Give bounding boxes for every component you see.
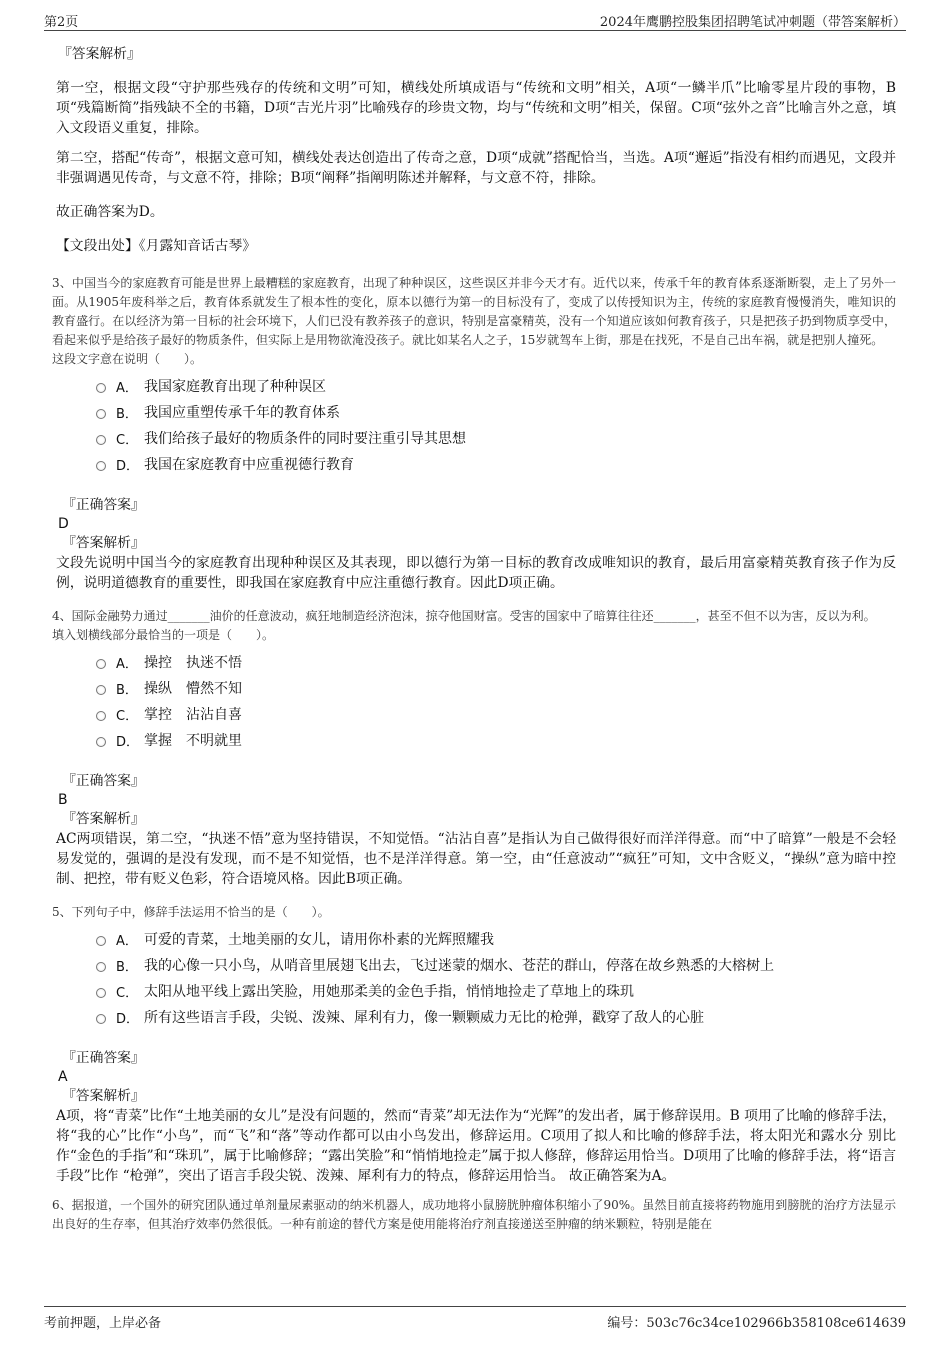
question-stem: 6、据报道，一个国外的研究团队通过单剂量尿素驱动的纳米机器人，成功地将小鼠膀胱肿瘤体积缩小了90%。虽然目前直接将药物施用到膀胱的治疗方法显示出良好的生存率，但其治疗效率仍然很低。一种有前途的替代方案是使用能将治疗剂直接递送至肿瘤的纳米颗粒，特别是能在 (52, 1198, 896, 1231)
question-ask: 这段文字意在说明（ ）。 (52, 352, 203, 366)
correct-answer-label: 『正确答案』 (62, 497, 145, 513)
correct-answer: A (58, 1069, 68, 1085)
option-a[interactable]: A． 可爱的青菜，土地美丽的女儿，请用你朴素的光辉照耀我 (96, 926, 896, 952)
footer-slogan: 考前押题，上岸必备 (44, 1316, 162, 1331)
option-text: 我的心像一只小鸟，从哨音里展翅飞出去，飞过迷蒙的烟水、苍茫的群山，停落在故乡熟悉的大榕树上 (144, 958, 774, 974)
radio-icon[interactable] (96, 936, 106, 946)
option-text: 操纵 懵然不知 (144, 681, 242, 697)
option-d[interactable]: D． 所有这些语言手段，尖锐、泼辣、犀利有力，像一颗颗威力无比的枪弹，戳穿了敌人的心脏 (96, 1004, 896, 1030)
analysis-text: AC两项错误，第二空，“执迷不悟”意为坚持错误，不知觉悟。“沾沾自喜”是指认为自己做得很好而洋洋得意。而“中了暗算”一般是不会轻易发觉的，强调的是没有发现，而不是不知觉悟，也不是洋洋得意。第一空，由“任意波动”“疯狂”可知，文中含贬义，“操纵”意为暗中控制、把控，带有贬义色彩，符合语境风格。因此B项正确。 (56, 831, 896, 887)
analysis-label: 『答案解析』 (62, 535, 145, 551)
option-d[interactable]: D． 我国在家庭教育中应重视德行教育 (96, 451, 896, 477)
radio-icon[interactable] (96, 962, 106, 972)
question-stem: 4、国际金融势力通过_______油价的任意波动，疯狂地制造经济泡沫，掠夺他国财富。受害的国家中了暗算往往还_______，甚至不但不以为害，反以为利。 (52, 609, 876, 623)
option-c[interactable]: C． 掌控 沾沾自喜 (96, 701, 896, 727)
analysis-text: 文段先说明中国当今的家庭教育出现种种误区及其表现，即以德行为第一目标的教育改成唯知识的教育，最后用富豪精英教育孩子作为反例，说明道德教育的重要性，即我国在家庭教育中应注重德行教育。因此D项正确。 (56, 555, 896, 591)
analysis-label: 『答案解析』 (62, 811, 145, 827)
correct-answer: B (58, 792, 68, 808)
correct-answer-label: 『正确答案』 (62, 773, 145, 789)
radio-icon[interactable] (96, 737, 106, 747)
option-a[interactable]: A． 我国家庭教育出现了种种误区 (96, 373, 896, 399)
option-b[interactable]: B． 我的心像一只小鸟，从哨音里展翅飞出去，飞过迷蒙的烟水、苍茫的群山，停落在故乡熟悉的大榕树上 (96, 952, 896, 978)
question-stem: 3、中国当今的家庭教育可能是世界上最糟糕的家庭教育，出现了种种误区，这些误区并非今天才有。近代以来，传承千年的教育体系逐渐断裂，走上了另外一面。从1905年废科举之后，教育体系就发生了根本性的变化，原本以德行为第一的目标没有了，变成了以传授知识为主，传统的家庭教育慢慢消失，唯知识的教育盛行。在以经济为第一目标的社会环境下，人们已没有教养孩子的意识，特别是富豪精英，没有一个知道应该如何教育孩子，只是把孩子扔到物质享受中，看起来似乎是给孩子最好的物质条件，但实际上是用物欲淹没孩子。就比如某名人之子，15岁就驾车上街，那是在找死，不是自己出车祸，就是把别人撞死。 (52, 276, 896, 347)
option-text: 所有这些语言手段，尖锐、泼辣、犀利有力，像一颗颗威力无比的枪弹，戳穿了敌人的心脏 (144, 1010, 704, 1026)
analysis-label: 『答案解析』 (58, 46, 141, 62)
option-text: 可爱的青菜，土地美丽的女儿，请用你朴素的光辉照耀我 (144, 932, 494, 948)
option-c[interactable]: C． 我们给孩子最好的物质条件的同时要注重引导其思想 (96, 425, 896, 451)
options-list (96, 649, 896, 753)
source-citation: 【文段出处】《月露知音话古琴》 (56, 238, 257, 254)
page-number: 第2页 (44, 15, 79, 30)
option-b[interactable]: B． 操纵 懵然不知 (96, 675, 896, 701)
option-text: 我国家庭教育出现了种种误区 (144, 379, 326, 395)
option-text: 我国应重塑传承千年的教育体系 (144, 405, 340, 421)
analysis-label: 『答案解析』 (62, 1088, 145, 1104)
option-b[interactable]: B． 我国应重塑传承千年的教育体系 (96, 399, 896, 425)
page-header (44, 10, 906, 31)
option-d[interactable]: D． 掌握 不明就里 (96, 727, 896, 753)
analysis-conclusion: 故正确答案为D。 (56, 204, 164, 220)
option-text: 掌握 不明就里 (144, 733, 242, 749)
page-footer (44, 1306, 906, 1332)
option-text: 掌控 沾沾自喜 (144, 707, 242, 723)
analysis-text: A项，将“青菜”比作“土地美丽的女儿”是没有问题的，然而“青菜”却无法作为“光辉”的发出者，属于修辞误用。B 项用了比喻的修辞手法，将“我的心”比作“小鸟”，而“飞”和“落”等动作都可以由小鸟发出，修辞运用。C项用了拟人和比喻的修辞手法，将太阳光和露水分 别比作“金色的手指”和“珠玑”，属于比喻修辞；“露出笑脸”和“悄悄地捡走”属于拟人修辞，修辞运用恰当。D项用了比喻的修辞手法，将“语言手段”比作 “枪弹”，突出了语言手段尖锐、泼辣、犀利有力的特点，修辞运用恰当。 故正确答案为A。 (56, 1108, 896, 1184)
radio-icon[interactable] (96, 685, 106, 695)
correct-answer: D (58, 516, 69, 532)
analysis-paragraph: 第一空，根据文段“守护那些残存的传统和文明”可知，横线处所填成语与“传统和文明”相关，A项“一鳞半爪”比喻零星片段的事物，B项“残篇断简”指残缺不全的书籍，D项“吉光片羽”比喻残存的珍贵文物，均与“传统和文明”相关，保留。C项“弦外之音”比喻言外之意，填入文段语义重复，排除。 (56, 80, 896, 136)
option-text: 我们给孩子最好的物质条件的同时要注重引导其思想 (144, 431, 466, 447)
correct-answer-label: 『正确答案』 (62, 1050, 145, 1066)
analysis-paragraph: 第二空，搭配“传奇”，根据文意可知，横线处表达创造出了传奇之意，D项“成就”搭配恰当，当选。A项“邂逅”指没有相约而遇见，文段并非强调遇见传奇，与文意不符，排除；B项“阐释”指阐明陈述并解释，与文意不符，排除。 (56, 150, 896, 186)
options-list (96, 926, 896, 1030)
option-text: 太阳从地平线上露出笑脸，用她那柔美的金色手指，悄悄地捡走了草地上的珠玑 (144, 984, 634, 1000)
radio-icon[interactable] (96, 711, 106, 721)
radio-icon[interactable] (96, 461, 106, 471)
radio-icon[interactable] (96, 383, 106, 393)
question-ask: 填入划横线部分最恰当的一项是（ ）。 (52, 628, 275, 642)
option-text: 操控 执迷不悟 (144, 655, 242, 671)
radio-icon[interactable] (96, 1014, 106, 1024)
radio-icon[interactable] (96, 409, 106, 419)
radio-icon[interactable] (96, 435, 106, 445)
question-stem: 5、下列句子中，修辞手法运用不恰当的是（ ）。 (52, 905, 330, 919)
options-list (96, 373, 896, 477)
radio-icon[interactable] (96, 659, 106, 669)
radio-icon[interactable] (96, 988, 106, 998)
option-text: 我国在家庭教育中应重视德行教育 (144, 457, 354, 473)
option-a[interactable]: A． 操控 执迷不悟 (96, 649, 896, 675)
document-title: 2024年鹰鹏控股集团招聘笔试冲刺题（带答案解析） (599, 15, 906, 30)
option-c[interactable]: C． 太阳从地平线上露出笑脸，用她那柔美的金色手指，悄悄地捡走了草地上的珠玑 (96, 978, 896, 1004)
document-id: 编号：503c76c34ce102966b358108ce614639 (607, 1316, 906, 1331)
page-content (52, 44, 896, 1234)
